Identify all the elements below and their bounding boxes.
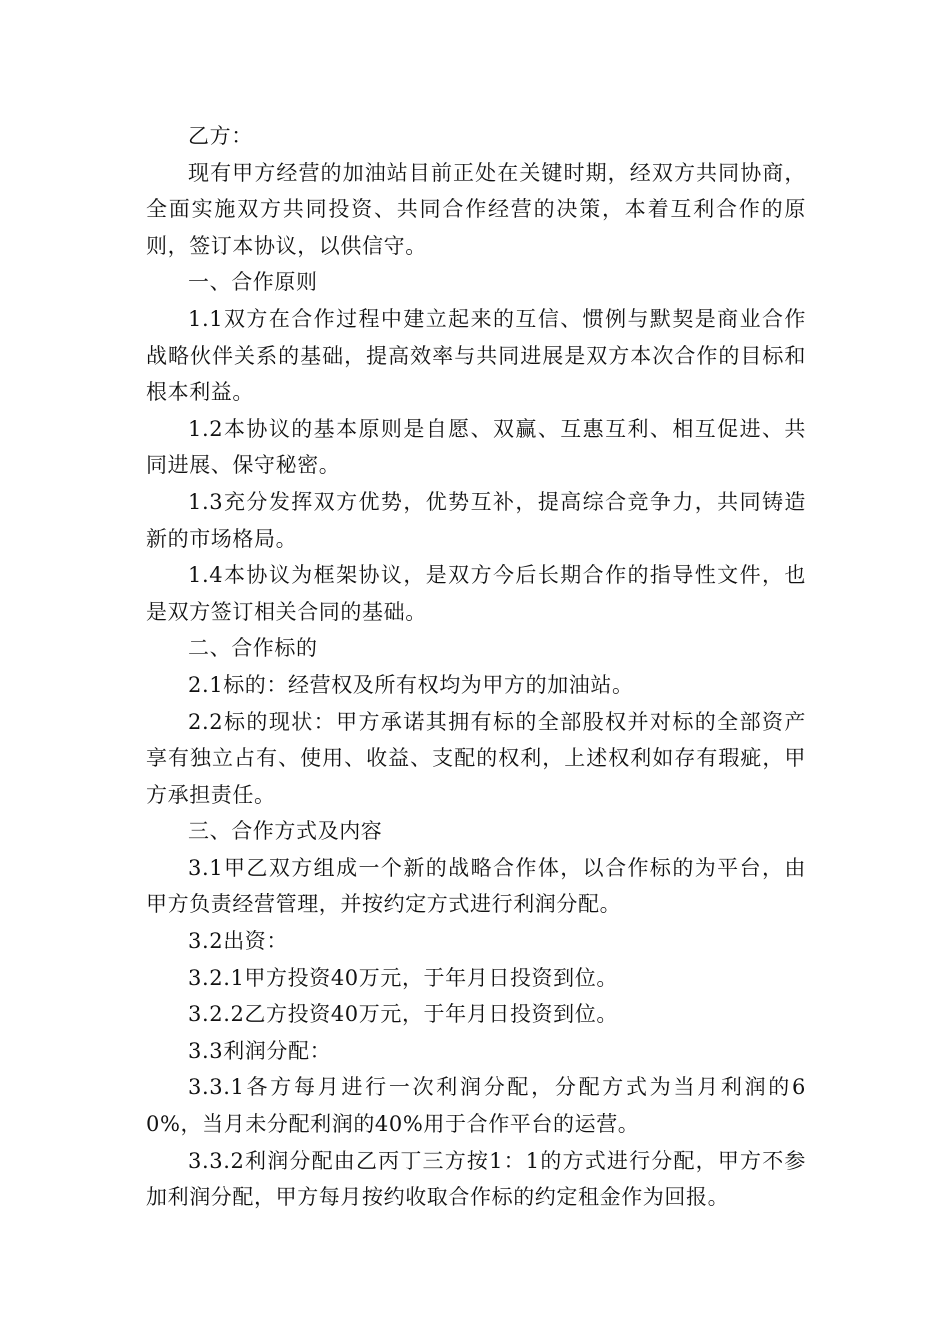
clause-3-3: 3.3利润分配： (188, 1038, 332, 1063)
clause-1-4: 1.4本协议为框架协议，是双方今后长期合作的指导性文件，也是双方签订相关合同的基础。 (146, 563, 806, 624)
heading-cooperation-method: 三、合作方式及内容 (188, 819, 383, 844)
clause-1-1: 1.1双方在合作过程中建立起来的互信、惯例与默契是商业合作战略伙伴关系的基础，提高效率与共同进展是双方本次合作的目标和根本利益。 (146, 306, 806, 405)
clause-3-3-2: 3.3.2利润分配由乙丙丁三方按1：1的方式进行分配，甲方不参加利润分配，甲方每月按约收取合作标的约定租金作为回报。 (146, 1148, 806, 1210)
document-body (146, 118, 806, 1216)
clause-3-2-1: 3.2.1甲方投资40万元，于年月日投资到位。 (188, 965, 618, 990)
clause-3-3-1: 3.3.1各方每月进行一次利润分配，分配方式为当月利润的60%，当月未分配利润的40%用于合作平台的运营。 (146, 1075, 806, 1137)
heading-cooperation-principles: 一、合作原则 (188, 270, 318, 295)
clause-2-2: 2.2标的现状：甲方承诺其拥有标的全部股权并对标的全部资产享有独立占有、使用、收益、支配的权利，上述权利如存有瑕疵，甲方承担责任。 (146, 709, 806, 807)
paragraph-preamble: 现有甲方经营的加油站目前正处在关键时期，经双方共同协商，全面实施双方共同投资、共同合作经营的决策，本着互利合作的原则，签订本协议，以供信守。 (146, 160, 806, 258)
clause-1-3: 1.3充分发挥双方优势，优势互补，提高综合竞争力，共同铸造新的市场格局。 (146, 489, 806, 551)
clause-3-2-2: 3.2.2乙方投资40万元，于年月日投资到位。 (188, 1002, 618, 1027)
clause-2-1: 2.1标的：经营权及所有权均为甲方的加油站。 (188, 672, 634, 697)
heading-cooperation-subject: 二、合作标的 (188, 636, 318, 661)
clause-3-1: 3.1甲乙双方组成一个新的战略合作体，以合作标的为平台，由甲方负责经营管理，并按约定方式进行利润分配。 (146, 855, 806, 917)
clause-3-2: 3.2出资： (188, 929, 288, 954)
clause-1-2: 1.2本协议的基本原则是自愿、双赢、互惠互利、相互促进、共同进展、保守秘密。 (146, 416, 806, 478)
paragraph-party-b: 乙方： (188, 124, 253, 148)
